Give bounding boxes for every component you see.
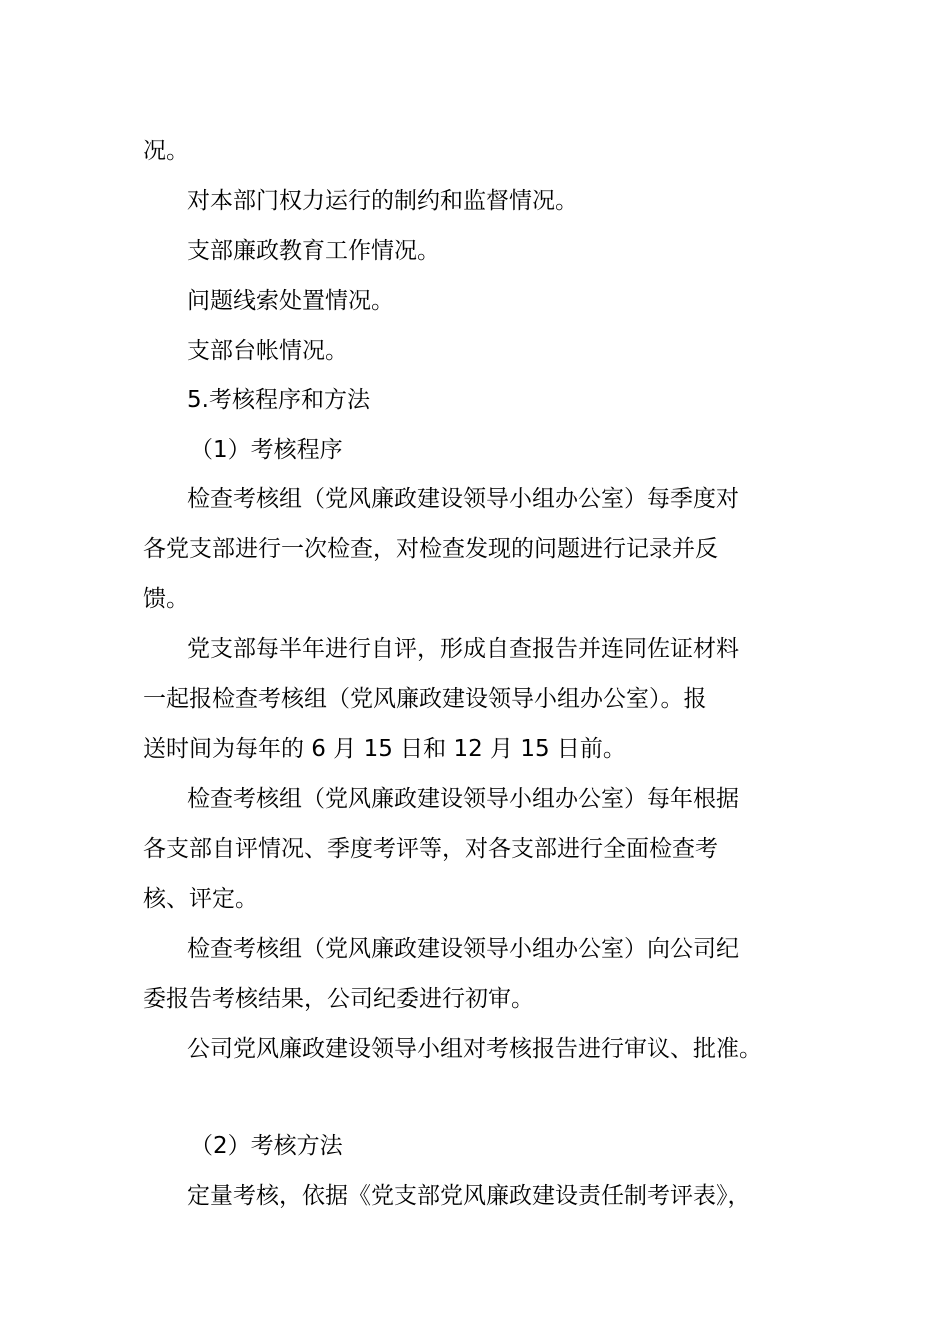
paragraph-line: 一起报检查考核组（党风廉政建设领导小组办公室）。报 <box>143 686 707 712</box>
paragraph-line: 公司党风廉政建设领导小组对考核报告进行审议、批准。 <box>187 1036 762 1062</box>
paragraph-line: 支部台帐情况。 <box>187 338 348 364</box>
paragraph-line: 各支部自评情况、季度考评等，对各支部进行全面检查考 <box>143 836 718 862</box>
paragraph-line: 问题线索处置情况。 <box>187 288 394 314</box>
paragraph-line: 定量考核，依据《党支部党风廉政建设责任制考评表》， <box>187 1183 751 1209</box>
paragraph-line: 各党支部进行一次检查，对检查发现的问题进行记录并反 <box>143 536 718 562</box>
paragraph-line: 检查考核组（党风廉政建设领导小组办公室）每季度对 <box>187 486 739 512</box>
paragraph-line: 核、评定。 <box>143 886 258 912</box>
subsection-heading: （1）考核程序 <box>190 437 343 463</box>
paragraph-line: 况。 <box>143 138 189 164</box>
paragraph-line: 送时间为每年的 6 月 15 日和 12 月 15 日前。 <box>143 736 626 762</box>
subsection-heading: （2）考核方法 <box>190 1133 343 1159</box>
paragraph-line: 检查考核组（党风廉政建设领导小组办公室）每年根据 <box>187 786 739 812</box>
paragraph-line: 对本部门权力运行的制约和监督情况。 <box>187 188 578 214</box>
paragraph-line: 党支部每半年进行自评，形成自查报告并连同佐证材料 <box>187 636 739 662</box>
paragraph-line: 支部廉政教育工作情况。 <box>187 238 440 264</box>
paragraph-line: 检查考核组（党风廉政建设领导小组办公室）向公司纪 <box>187 936 739 962</box>
section-heading: 5.考核程序和方法 <box>187 387 370 413</box>
paragraph-line: 馈。 <box>143 586 189 612</box>
paragraph-line: 委报告考核结果，公司纪委进行初审。 <box>143 986 534 1012</box>
